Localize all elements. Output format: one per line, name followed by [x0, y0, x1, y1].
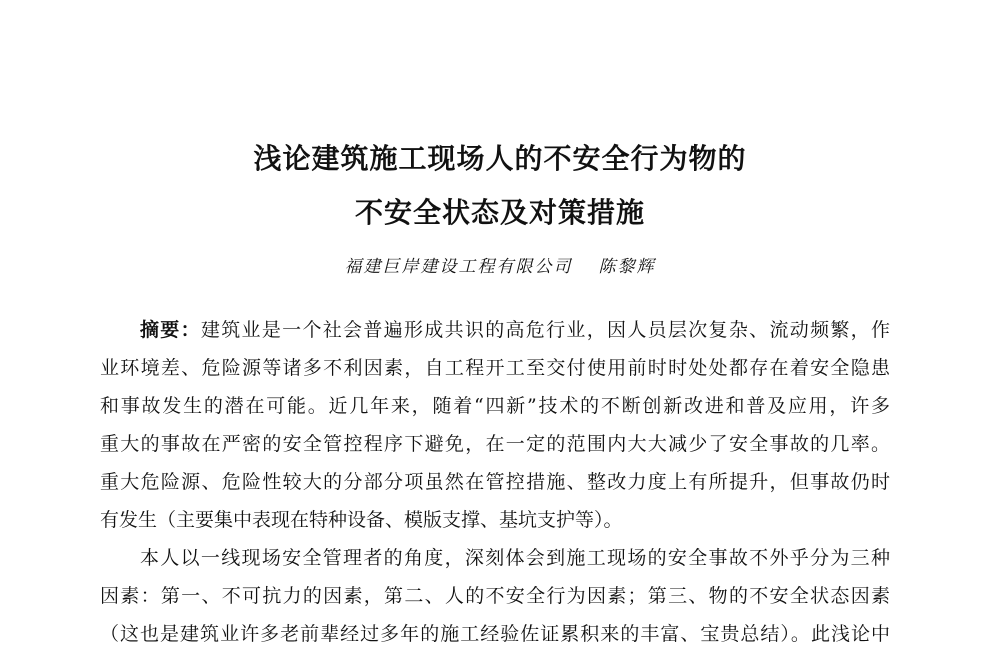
- body-line: 因素：第一、不可抗力的因素，第二、人的不安全行为因素；第三、物的不安全状态因素: [100, 585, 890, 607]
- byline: [0, 256, 1000, 278]
- author-name: 陈黎辉: [598, 257, 656, 277]
- abstract-line: 和事故发生的潜在可能。近几年来，随着“四新”技术的不断创新改进和普及应用，许多: [100, 395, 890, 417]
- title-line-1: 浅论建筑施工现场人的不安全行为物的: [253, 142, 747, 175]
- abstract-text: 建筑业是一个社会普遍形成共识的高危行业，因人员层次复杂、流动频繁，作: [200, 319, 890, 341]
- abstract-line: 重大危险源、危险性较大的分部分项虽然在管控措施、整改力度上有所提升，但事故仍时: [100, 471, 890, 493]
- abstract-line: [140, 318, 890, 342]
- abstract-line: 有发生（主要集中表现在特种设备、模版支撑、基坑支护等）。: [100, 509, 623, 531]
- abstract-line: 业环境差、危险源等诸多不利因素，自工程开工至交付使用前时时处处都存在着安全隐患: [100, 357, 890, 379]
- abstract-line: 重大的事故在严密的安全管控程序下避免，在一定的范围内大大减少了安全事故的几率。: [100, 433, 890, 455]
- abstract-label: 摘要：: [140, 319, 201, 341]
- title-line-2: 不安全状态及对策措施: [354, 196, 645, 229]
- body-line: （这也是建筑业许多老前辈经过多年的施工经验佐证累积来的丰富、宝贵总结）。此浅论中: [100, 623, 890, 645]
- author-organization: 福建巨岸建设工程有限公司: [344, 257, 573, 277]
- body-line: 本人以一线现场安全管理者的角度，深刻体会到施工现场的安全事故不外乎分为三种: [140, 547, 890, 569]
